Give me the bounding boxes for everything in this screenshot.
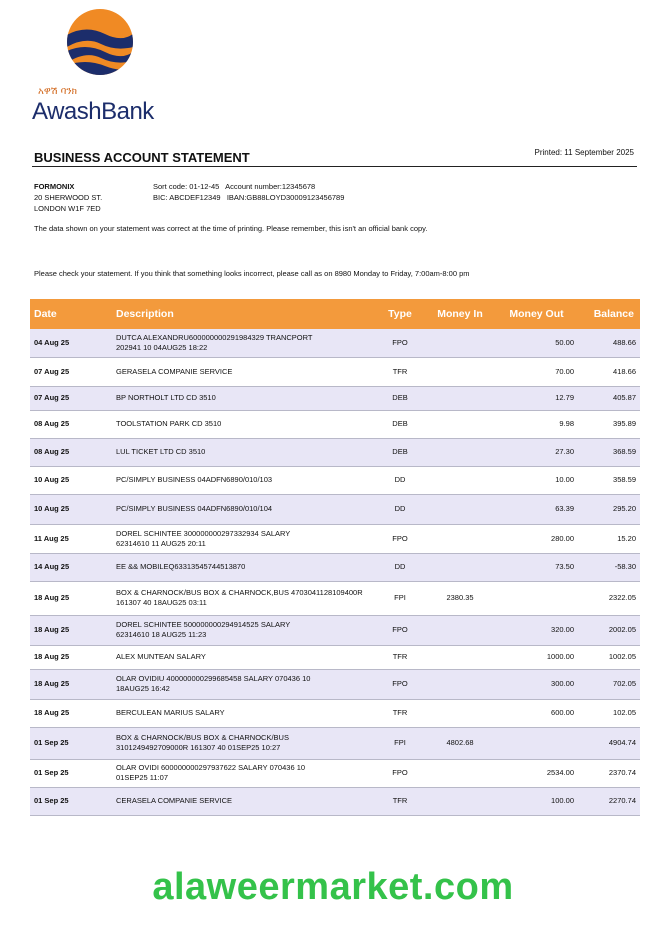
row-description xyxy=(112,553,375,581)
row-type: TFR xyxy=(392,708,408,717)
row-money-out: 12.79 xyxy=(555,393,574,402)
row-date: 18 Aug 25 xyxy=(34,708,70,717)
row-balance: 405.87 xyxy=(613,393,636,402)
row-description-line-1: TOOLSTATION PARK CD 3510 xyxy=(116,419,222,428)
table-row xyxy=(30,410,640,438)
row-money-out: 10.00 xyxy=(555,475,574,484)
row-balance: 295.20 xyxy=(613,504,636,513)
account-details xyxy=(153,181,344,203)
row-money-in: 4802.68 xyxy=(446,738,474,747)
row-description-line-1: OLAR OVIDI 600000000297937622 SALARY 070436 10 xyxy=(116,763,306,772)
iban-code: IBAN:GB88LOYD30009123456789 xyxy=(226,193,345,202)
row-balance: 418.66 xyxy=(613,366,636,376)
table-row xyxy=(30,524,640,553)
row-description-line-2: 202941 10 04AUG25 18:22 xyxy=(116,342,208,352)
row-description xyxy=(112,669,375,699)
header-type: Type xyxy=(375,299,425,329)
row-money-in xyxy=(425,466,495,494)
row-date: 01 Sep 25 xyxy=(34,738,69,747)
statement-title: BUSINESS ACCOUNT STATEMENT xyxy=(34,150,250,165)
transactions-body xyxy=(30,329,640,815)
header-date: Date xyxy=(30,299,112,329)
row-money-in xyxy=(425,759,495,787)
row-money-in xyxy=(425,524,495,553)
table-row xyxy=(30,787,640,815)
row-money-in xyxy=(425,329,495,357)
row-description-line-2: 01SEP25 11:07 xyxy=(116,773,168,782)
row-type: TFR xyxy=(392,652,408,661)
sort-code: Sort code: 01-12-45 xyxy=(153,182,220,191)
row-money-out: 1000.00 xyxy=(546,652,574,661)
table-row xyxy=(30,466,640,494)
table-row xyxy=(30,386,640,410)
row-type: FPO xyxy=(392,679,408,688)
row-balance: 1002.05 xyxy=(608,652,636,661)
header-money-in: Money In xyxy=(425,299,495,329)
row-balance: 15.20 xyxy=(617,533,636,543)
row-type: DEB xyxy=(392,447,408,456)
table-row xyxy=(30,727,640,759)
row-balance: 2002.05 xyxy=(608,625,636,634)
row-date: 10 Aug 25 xyxy=(34,504,70,513)
row-money-out: 2534.00 xyxy=(546,768,574,777)
row-money-in xyxy=(425,357,495,386)
row-description xyxy=(112,524,375,553)
row-description-line-1: BOX & CHARNOCK/BUS BOX & CHARNOCK/BUS xyxy=(116,733,289,742)
row-description-line-1: DOREL SCHINTEE 300000000297332934 SALARY xyxy=(116,528,291,538)
printed-date: Printed: 11 September 2025 xyxy=(534,148,634,157)
table-row xyxy=(30,357,640,386)
row-description-line-1: PC/SIMPLY BUSINESS 04ADFN6890/010/104 xyxy=(116,504,273,513)
row-description xyxy=(112,357,375,386)
row-money-out: 27.30 xyxy=(555,447,574,456)
row-description-line-1: BOX & CHARNOCK/BUS BOX & CHARNOCK,BUS 4703041128109400R xyxy=(116,588,363,597)
awash-emblem-icon xyxy=(65,6,135,78)
header-money-out: Money Out xyxy=(495,299,578,329)
row-money-out: 280.00 xyxy=(551,533,574,543)
row-money-in xyxy=(425,386,495,410)
row-description-line-2: 18AUG25 16:42 xyxy=(116,684,170,693)
row-description xyxy=(112,787,375,815)
row-description-line-2: 161307 40 18AUG25 03:11 xyxy=(116,598,207,607)
account-number: Account number:12345678 xyxy=(225,182,316,191)
row-description-line-2: 62314610 18 AUG25 11:23 xyxy=(116,630,207,639)
row-money-in xyxy=(425,494,495,524)
row-type: FPO xyxy=(392,533,408,543)
title-divider xyxy=(32,166,637,167)
watermark-text: alaweermarket.com xyxy=(152,866,514,908)
row-description xyxy=(112,410,375,438)
address-line-2: LONDON W1F 7ED xyxy=(34,204,101,213)
row-date: 08 Aug 25 xyxy=(34,447,70,456)
table-row xyxy=(30,438,640,466)
table-row xyxy=(30,553,640,581)
row-type: FPO xyxy=(392,625,408,634)
row-description-line-1: DUTCA ALEXANDRU600000000291984329 TRANCPORT xyxy=(116,332,313,342)
row-description-line-1: PC/SIMPLY BUSINESS 04ADFN6890/010/103 xyxy=(116,475,273,484)
row-balance: 702.05 xyxy=(613,679,636,688)
row-description-line-1: GERASELA COMPANIE SERVICE xyxy=(116,366,233,376)
row-type: TFR xyxy=(392,796,408,805)
row-date: 07 Aug 25 xyxy=(34,366,70,376)
row-description-line-1: ALEX MUNTEAN SALARY xyxy=(116,652,206,661)
row-money-out: 600.00 xyxy=(551,708,574,717)
header-description: Description xyxy=(112,299,375,329)
row-money-in xyxy=(425,438,495,466)
row-description-line-1: EE && MOBILEQ63313545744513870 xyxy=(116,562,246,571)
row-description-line-1: BERCULEAN MARIUS SALARY xyxy=(116,708,225,717)
row-money-in xyxy=(425,615,495,645)
accuracy-note: The data shown on your statement was correct at the time of printing. Please remember, this isn't an official bank copy. xyxy=(34,224,428,233)
table-row xyxy=(30,329,640,357)
row-money-out: 9.98 xyxy=(559,419,574,428)
row-type: TFR xyxy=(392,366,408,376)
row-money-out xyxy=(495,727,578,759)
row-description xyxy=(112,494,375,524)
row-date: 18 Aug 25 xyxy=(34,679,70,688)
row-description xyxy=(112,727,375,759)
row-balance: 4904.74 xyxy=(608,738,636,747)
row-description xyxy=(112,699,375,727)
row-balance: -58.30 xyxy=(614,562,636,571)
row-date: 04 Aug 25 xyxy=(34,337,70,347)
row-money-in xyxy=(425,410,495,438)
row-type: FPO xyxy=(392,337,408,347)
row-money-in xyxy=(425,669,495,699)
row-description-line-1: CERASELA COMPANIE SERVICE xyxy=(116,796,233,805)
row-date: 01 Sep 25 xyxy=(34,796,69,805)
row-balance: 368.59 xyxy=(613,447,636,456)
row-description xyxy=(112,466,375,494)
row-type: DEB xyxy=(392,419,408,428)
row-type: DD xyxy=(394,562,406,571)
row-date: 18 Aug 25 xyxy=(34,625,70,634)
row-type: FPI xyxy=(394,738,406,747)
contact-note: Please check your statement. If you think that something looks incorrect, please call as on 8980 Monday to Friday, 7:00am-8:00 pm xyxy=(34,269,470,278)
row-type: FPI xyxy=(394,593,406,602)
row-money-out xyxy=(495,581,578,615)
table-row xyxy=(30,615,640,645)
row-type: DD xyxy=(394,504,406,513)
row-description-line-1: DOREL SCHINTEE 500000000294914525 SALARY xyxy=(116,620,291,629)
row-money-out: 100.00 xyxy=(551,796,574,805)
table-row xyxy=(30,581,640,615)
row-balance: 395.89 xyxy=(613,419,636,428)
company-name: FORMONIX xyxy=(34,182,75,191)
row-description-line-2: 62314610 11 AUG25 20:11 xyxy=(116,538,206,548)
row-date: 01 Sep 25 xyxy=(34,768,69,777)
row-date: 10 Aug 25 xyxy=(34,475,70,484)
customer-address xyxy=(34,181,102,214)
row-description xyxy=(112,581,375,615)
row-description-line-1: OLAR OVIDIU 400000000299685458 SALARY 070436 10 xyxy=(116,674,311,683)
table-row xyxy=(30,699,640,727)
transactions-table xyxy=(30,299,640,816)
row-type: FPO xyxy=(392,768,408,777)
row-money-out: 50.00 xyxy=(555,337,574,347)
row-description xyxy=(112,386,375,410)
row-money-out: 320.00 xyxy=(551,625,574,634)
row-money-in xyxy=(425,645,495,669)
row-description xyxy=(112,759,375,787)
row-date: 18 Aug 25 xyxy=(34,593,70,602)
row-balance: 2270.74 xyxy=(608,796,636,805)
bank-logo xyxy=(32,6,172,126)
row-money-in xyxy=(425,553,495,581)
row-money-out: 300.00 xyxy=(551,679,574,688)
row-description xyxy=(112,615,375,645)
row-balance: 358.59 xyxy=(613,475,636,484)
table-row xyxy=(30,759,640,787)
bank-name: AwashBank xyxy=(32,98,154,125)
row-date: 18 Aug 25 xyxy=(34,652,70,661)
row-money-out: 70.00 xyxy=(555,366,574,376)
bank-name-amharic: አዋሽ ባንክ xyxy=(38,86,78,97)
row-balance: 2322.05 xyxy=(608,593,636,602)
row-money-out: 63.39 xyxy=(555,504,574,513)
row-description xyxy=(112,438,375,466)
row-description xyxy=(112,329,375,357)
bic-code: BIC: ABCDEF12349 xyxy=(153,193,221,202)
table-row xyxy=(30,494,640,524)
row-date: 08 Aug 25 xyxy=(34,419,70,428)
row-date: 14 Aug 25 xyxy=(34,562,70,571)
table-row xyxy=(30,669,640,699)
row-description xyxy=(112,645,375,669)
row-description-line-1: LUL TICKET LTD CD 3510 xyxy=(116,447,206,456)
row-money-in xyxy=(425,787,495,815)
row-description-line-2: 3101249492709000R 161307 40 01SEP25 10:27 xyxy=(116,743,281,752)
row-date: 07 Aug 25 xyxy=(34,393,70,402)
row-balance: 102.05 xyxy=(613,708,636,717)
row-money-in xyxy=(425,699,495,727)
row-money-out: 73.50 xyxy=(555,562,574,571)
row-balance: 488.66 xyxy=(613,337,636,347)
row-description-line-1: BP NORTHOLT LTD CD 3510 xyxy=(116,393,216,402)
address-line-1: 20 SHERWOOD ST. xyxy=(34,193,103,202)
header-balance: Balance xyxy=(578,299,640,329)
row-type: DEB xyxy=(392,393,408,402)
row-date: 11 Aug 25 xyxy=(34,533,69,543)
row-money-in: 2380.35 xyxy=(446,593,474,602)
table-row xyxy=(30,645,640,669)
row-type: DD xyxy=(394,475,406,484)
row-balance: 2370.74 xyxy=(608,768,636,777)
table-header-row xyxy=(30,299,640,329)
